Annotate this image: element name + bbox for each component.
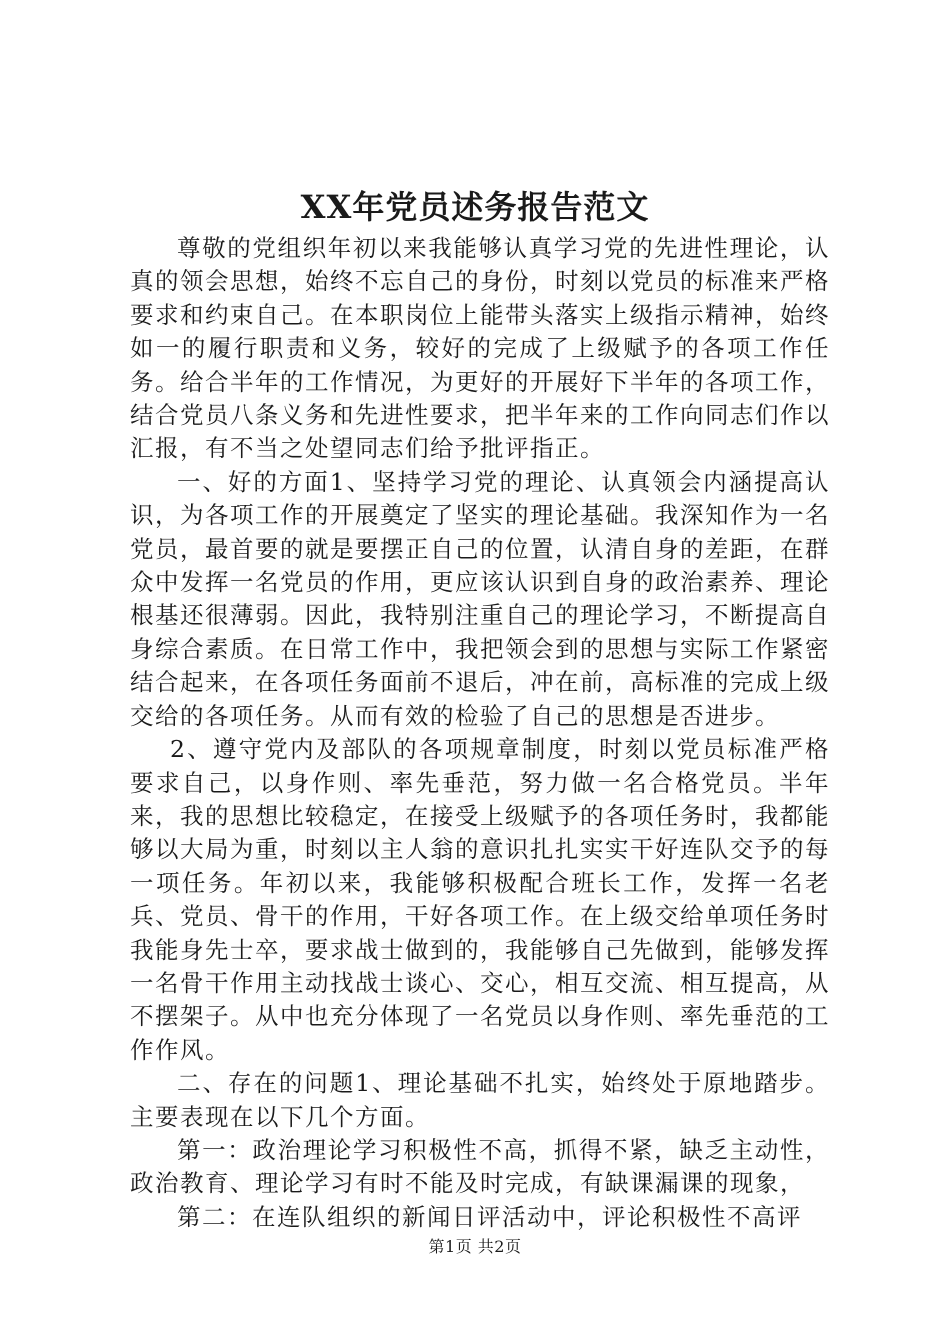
- page-number-footer: 第1页 共2页: [428, 1237, 522, 1256]
- paragraph-section-one: 一、好的方面1、坚持学习党的理论、认真领会内涵提高认识，为各项工作的开展奠定了坚实的理论基础。我深知作为一名党员，最首要的就是要摆正自己的位置，认清自身的差距，在群众中发挥一名党员的作用，更应该认识到自身的政治素养、理论根基还很薄弱。因此，我特别注重自己的理论学习，不断提高自身综合素质。在日常工作中，我把领会到的思想与实际工作紧密结合起来，在各项任务面前不退后，冲在前，高标准的完成上级交给的各项任务。从而有效的检验了自己的思想是否进步。: [130, 467, 830, 730]
- paragraph-point-two: 2、遵守党内及部队的各项规章制度，时刻以党员标准严格要求自己，以身作则、率先垂范，努力做一名合格党员。半年来，我的思想比较稳定，在接受上级赋予的各项任务时，我都能够以大局为重，时刻以主人翁的意识扎扎实实干好连队交予的每一项任务。年初以来，我能够积极配合班长工作，发挥一名老兵、党员、骨干的作用，干好各项工作。在上级交给单项任务时我能身先士卒，要求战士做到的，我能够自己先做到，能够发挥一名骨干作用主动找战士谈心、交心，相互交流、相互提高，从不摆架子。从中也充分体现了一名党员以身作则、率先垂范的工作作风。: [130, 735, 830, 1064]
- paragraph-second-issue: 第二：在连队组织的新闻日评活动中，评论积极性不高评: [177, 1202, 802, 1231]
- paragraph-first-issue: 第一：政治理论学习积极性不高，抓得不紧，缺乏主动性，政治教育、理论学习有时不能及时完成，有缺课漏课的现象，: [130, 1135, 830, 1198]
- paragraph-intro: 尊敬的党组织年初以来我能够认真学习党的先进性理论，认真的领会思想，始终不忘自己的身份，时刻以党员的标准来严格要求和约束自己。在本职岗位上能带头落实上级指示精神，始终如一的履行职责和义务，较好的完成了上级赋予的各项工作任务。给合半年的工作情况，为更好的开展好下半年的各项工作，结合党员八条义务和先进性要求，把半年来的工作向同志们作以汇报，有不当之处望同志们给予批评指正。: [130, 234, 830, 463]
- paragraph-section-two: 二、存在的问题1、理论基础不扎实，始终处于原地踏步。主要表现在以下几个方面。: [130, 1069, 830, 1131]
- document-title: XX年党员述务报告范文: [300, 188, 650, 226]
- document-body: [130, 232, 830, 1234]
